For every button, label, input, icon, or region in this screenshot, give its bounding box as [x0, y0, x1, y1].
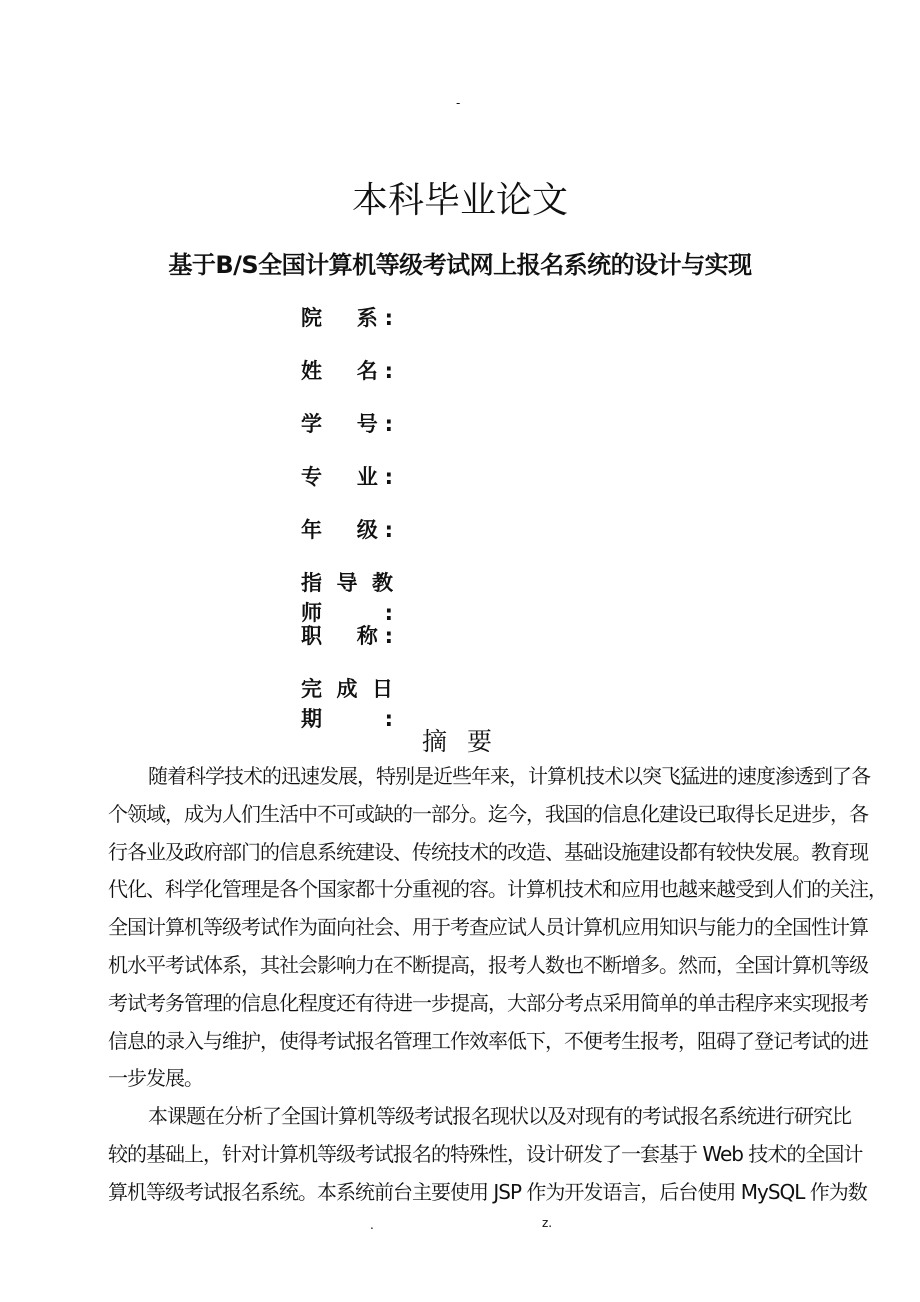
- field-student-id: 学 号:: [301, 412, 393, 436]
- abstract-line: 算机等级考试报名系统。本系统前台主要使用 JSP 作为开发语言，后台使用 MySQL 作为数: [108, 1179, 867, 1204]
- document-subtitle: 基于B/S全国计算机等级考试网上报名系统的设计与实现: [168, 251, 752, 279]
- abstract-line: 一步发展。: [108, 1066, 203, 1091]
- footer-right-mark: z.: [542, 1216, 553, 1230]
- field-name: 姓 名:: [301, 359, 393, 383]
- abstract-line: 较的基础上，针对计算机等级考试报名的特殊性，设计研发了一套基于 Web 技术的全国计: [108, 1142, 863, 1166]
- field-advisor: 指导教师:: [301, 571, 393, 625]
- abstract-line: 本课题在分析了全国计算机等级考试报名现状以及对现有的考试报名系统进行研究比: [148, 1104, 851, 1129]
- field-grade: 年 级:: [301, 518, 393, 542]
- field-major: 专 业:: [301, 465, 393, 489]
- abstract-line: 机水平考试体系，其社会影响力在不断提高，报考人数也不断增多。然而，全国计算机等级: [108, 953, 868, 977]
- abstract-line: 全国计算机等级考试作为面向社会、用于考查应试人员计算机应用知识与能力的全国性计算: [108, 915, 868, 940]
- abstract-line: 信息的录入与维护，使得考试报名管理工作效率低下，不便考生报考，阻碍了登记考试的进: [108, 1028, 868, 1053]
- header-mark: -: [456, 96, 461, 110]
- abstract-line: 代化、科学化管理是各个国家都十分重视的容。计算机技术和应用也越来越受到人们的关注，: [108, 877, 887, 902]
- document-title: 本科毕业论文: [351, 180, 568, 221]
- abstract-line: 个领域，成为人们生活中不可或缺的一部分。迄今，我国的信息化建设已取得长足进步，各: [108, 801, 868, 826]
- abstract-heading: 摘 要: [422, 727, 498, 756]
- footer-left-mark: .: [370, 1218, 374, 1232]
- field-completion-date: 完成日期:: [301, 677, 393, 731]
- abstract-line: 行各业及政府部门的信息系统建设、传统技术的改造、基础设施建设都有较快发展。教育现: [108, 839, 868, 864]
- abstract-line: 随着科学技术的迅速发展，特别是近些年来，计算机技术以突飞猛进的速度渗透到了各: [148, 764, 870, 788]
- field-title: 职 称:: [301, 624, 393, 648]
- abstract-line: 考试考务管理的信息化程度还有待进一步提高，大部分考点采用简单的单击程序来实现报考: [108, 990, 868, 1015]
- field-department: 院 系:: [301, 306, 393, 330]
